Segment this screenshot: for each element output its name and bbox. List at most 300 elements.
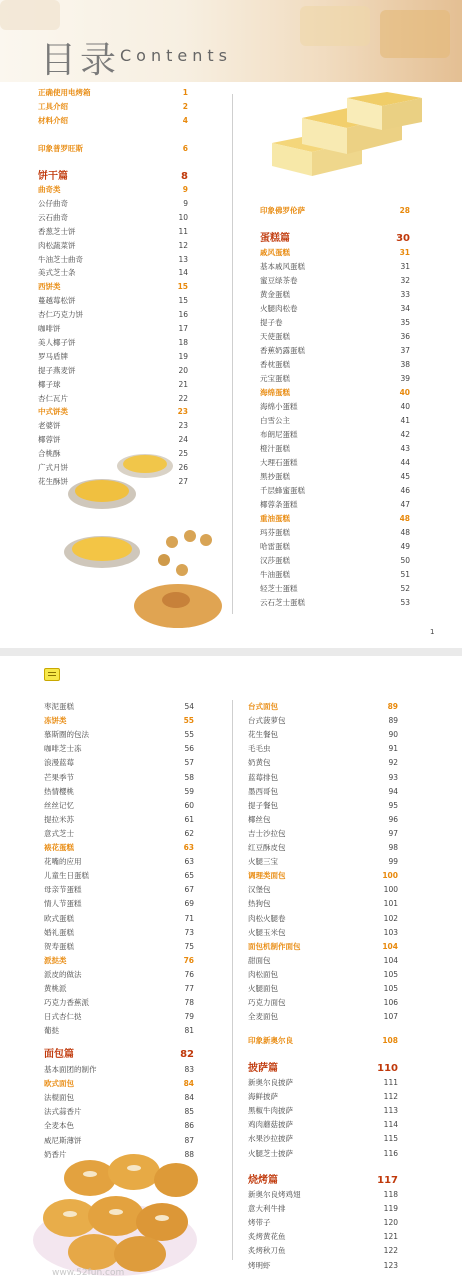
toc-entry-page: 118 bbox=[383, 1190, 398, 1199]
toc-entry[interactable] bbox=[260, 442, 410, 455]
toc-entry[interactable] bbox=[44, 926, 194, 939]
toc-entry[interactable] bbox=[38, 253, 188, 266]
toc-entry[interactable] bbox=[38, 322, 188, 335]
toc-entry-page: 54 bbox=[184, 702, 194, 711]
toc-entry-page: 73 bbox=[184, 927, 194, 937]
toc-category[interactable] bbox=[260, 204, 410, 217]
toc-entry[interactable] bbox=[248, 813, 398, 826]
toc-entry[interactable] bbox=[44, 827, 194, 840]
toc-entry-title: 重油蛋糕 bbox=[260, 514, 290, 523]
toc-entry-title: 提子餐包 bbox=[248, 800, 278, 810]
toc-entry-page: 26 bbox=[178, 463, 188, 472]
toc-entry-title: 罗马盾牌 bbox=[38, 351, 68, 361]
toc-entry-page: 40 bbox=[399, 388, 410, 397]
bread-buns-image bbox=[30, 1142, 200, 1280]
toc-entry-title: 黄金蛋糕 bbox=[260, 290, 290, 299]
toc-entry-page: 90 bbox=[388, 730, 398, 740]
toc-entry[interactable] bbox=[44, 897, 194, 910]
toc-entry[interactable] bbox=[44, 785, 194, 798]
toc-entry[interactable] bbox=[44, 940, 194, 953]
toc-entry-page: 6 bbox=[182, 144, 188, 153]
toc-entry[interactable] bbox=[44, 1024, 194, 1037]
toc-entry[interactable] bbox=[44, 1091, 194, 1104]
toc-entry-page: 15 bbox=[178, 296, 188, 306]
toc-entry[interactable] bbox=[248, 912, 398, 925]
toc-entry[interactable] bbox=[260, 470, 410, 483]
toc-entry-page: 63 bbox=[183, 843, 194, 852]
toc-entry-title: 丝丝记忆 bbox=[44, 800, 74, 810]
toc-entry[interactable] bbox=[248, 855, 398, 868]
toc-entry-page: 49 bbox=[400, 542, 410, 551]
toc-entry-title: 欧式面包 bbox=[44, 1079, 74, 1089]
toc-entry[interactable] bbox=[248, 954, 398, 967]
toc-entry-title: 提拉米苏 bbox=[44, 814, 74, 824]
toc-entry-page: 121 bbox=[383, 1232, 398, 1242]
toc-entry[interactable] bbox=[44, 855, 194, 868]
toc-entry-title: 法棍面包 bbox=[44, 1093, 74, 1103]
toc-entry-title: 蓝莓排包 bbox=[248, 772, 278, 782]
toc-entry-title: 杏仁巧克力饼 bbox=[38, 310, 83, 320]
toc-entry-page: 97 bbox=[388, 828, 398, 838]
toc-entry-page: 51 bbox=[400, 570, 410, 579]
toc-entry[interactable] bbox=[248, 785, 398, 798]
toc-entry-title: 新奥尔良烤鸡翅 bbox=[248, 1190, 301, 1199]
toc-entry[interactable] bbox=[44, 728, 194, 741]
toc-entry[interactable] bbox=[248, 827, 398, 840]
toc-entry-title: 天使蛋糕 bbox=[260, 332, 290, 341]
toc-category[interactable] bbox=[44, 714, 194, 727]
toc-entry-page: 84 bbox=[184, 1093, 194, 1103]
toc-entry-title: 白雪公主 bbox=[260, 416, 290, 425]
toc-entry[interactable] bbox=[260, 414, 410, 427]
toc-category[interactable] bbox=[44, 954, 194, 967]
toc-entry[interactable] bbox=[260, 484, 410, 497]
toc-entry[interactable] bbox=[248, 1076, 398, 1089]
toc-entry-page: 20 bbox=[178, 365, 188, 375]
toc-entry-title: 派皮的做法 bbox=[44, 969, 82, 979]
toc-entry-page: 89 bbox=[388, 716, 398, 726]
toc-entry-title: 花生酥饼 bbox=[38, 476, 68, 486]
toc-entry-page: 19 bbox=[178, 351, 188, 361]
toc-entry-title: 甜面包 bbox=[248, 955, 271, 965]
toc-entry-title: 鸡肉蘑菇披萨 bbox=[248, 1120, 293, 1130]
toc-entry[interactable] bbox=[248, 728, 398, 741]
toc-entry-title: 橙汁蛋糕 bbox=[260, 444, 290, 453]
toc-entry-page: 10 bbox=[178, 212, 188, 222]
toc-entry-title: 合桃酥 bbox=[38, 449, 61, 459]
toc-entry-title: 全麦面包 bbox=[248, 1012, 278, 1022]
toc-entry-title: 基本面团的制作 bbox=[44, 1065, 97, 1074]
toc-entry-page: 30 bbox=[396, 233, 410, 244]
toc-category[interactable] bbox=[248, 869, 398, 882]
toc-entry[interactable] bbox=[260, 288, 410, 301]
toc-entry-title: 毛毛虫 bbox=[248, 744, 271, 754]
toc-entry[interactable] bbox=[260, 302, 410, 315]
toc-entry-page: 2 bbox=[182, 102, 188, 111]
toc-entry-title: 蛋糕篇 bbox=[260, 233, 290, 244]
page-number: 1 bbox=[430, 628, 435, 636]
toc-entry-page: 84 bbox=[183, 1079, 194, 1089]
toc-category[interactable] bbox=[38, 280, 188, 293]
toc-entry-page: 96 bbox=[388, 814, 398, 824]
toc-entry-page: 41 bbox=[400, 416, 410, 425]
toc-entry-page: 25 bbox=[178, 449, 188, 459]
toc-entry[interactable] bbox=[248, 968, 398, 981]
toc-entry[interactable] bbox=[248, 982, 398, 995]
toc-category[interactable] bbox=[38, 405, 188, 418]
toc-entry-title: 印象佛罗伦萨 bbox=[260, 206, 305, 215]
toc-entry-page: 87 bbox=[184, 1135, 194, 1145]
toc-entry-title: 美人椰子饼 bbox=[38, 337, 76, 347]
toc-entry-title: 椰丝包 bbox=[248, 814, 271, 824]
egg-tarts-image bbox=[60, 446, 230, 636]
toc-category[interactable] bbox=[260, 246, 410, 259]
toc-category[interactable] bbox=[38, 86, 188, 99]
toc-entry[interactable] bbox=[38, 308, 188, 321]
toc-entry-title: 香葱芝士饼 bbox=[38, 226, 76, 236]
toc-entry-page: 88 bbox=[184, 1149, 194, 1159]
toc-entry[interactable] bbox=[44, 742, 194, 755]
toc-entry[interactable] bbox=[248, 1147, 398, 1160]
toc-entry-title: 婚礼蛋糕 bbox=[44, 927, 74, 937]
toc-entry-title: 枣泥蛋糕 bbox=[44, 702, 74, 711]
toc-entry[interactable] bbox=[260, 582, 410, 595]
toc-entry[interactable] bbox=[260, 372, 410, 385]
toc-entry-title: 汉莎蛋糕 bbox=[260, 556, 290, 565]
toc-category[interactable] bbox=[38, 142, 188, 155]
toc-category[interactable] bbox=[248, 940, 398, 953]
toc-entry-page: 16 bbox=[178, 310, 188, 320]
toc-entry-title: 香枕蛋糕 bbox=[260, 360, 290, 369]
toc-entry[interactable] bbox=[248, 1244, 398, 1257]
toc-category[interactable] bbox=[44, 841, 194, 854]
column-divider bbox=[232, 700, 233, 1260]
toc-entry-page: 50 bbox=[400, 556, 410, 565]
page-separator bbox=[0, 648, 462, 656]
toc-entry-page: 57 bbox=[184, 758, 194, 768]
toc-entry-page: 53 bbox=[400, 598, 410, 607]
toc-entry-page: 15 bbox=[177, 282, 188, 292]
toc-entry-page: 33 bbox=[400, 290, 410, 299]
toc-entry[interactable] bbox=[44, 799, 194, 812]
toc-entry-title: 云石芝士蛋糕 bbox=[260, 598, 305, 607]
toc-entry-page: 40 bbox=[400, 402, 410, 411]
toc-entry-title: 全麦本色 bbox=[44, 1121, 74, 1131]
toc-entry[interactable] bbox=[44, 968, 194, 981]
toc-entry-title: 公仔曲奇 bbox=[38, 198, 68, 208]
toc-entry-title: 印象新奥尔良 bbox=[248, 1036, 293, 1045]
toc-entry-page: 75 bbox=[184, 941, 194, 951]
page-title: 目录 bbox=[40, 40, 121, 81]
toc-entry[interactable] bbox=[248, 1132, 398, 1145]
toc-entry-page: 27 bbox=[178, 476, 188, 486]
toc-entry[interactable] bbox=[260, 344, 410, 357]
toc-entry[interactable] bbox=[248, 1230, 398, 1243]
toc-entry-page: 42 bbox=[400, 430, 410, 439]
toc-entry-page: 114 bbox=[383, 1120, 398, 1130]
toc-entry[interactable] bbox=[38, 364, 188, 377]
toc-entry-title: 咖啡饼 bbox=[38, 324, 61, 333]
toc-entry[interactable] bbox=[260, 596, 410, 609]
toc-entry[interactable] bbox=[248, 1188, 398, 1201]
toc-entry-title: 日式杏仁挞 bbox=[44, 1012, 82, 1022]
toc-entry[interactable] bbox=[248, 756, 398, 769]
toc-entry-title: 披萨篇 bbox=[248, 1063, 278, 1074]
toc-entry-title: 曲奇类 bbox=[38, 185, 61, 194]
toc-entry[interactable] bbox=[44, 912, 194, 925]
toc-entry[interactable] bbox=[248, 841, 398, 854]
toc-entry-page: 63 bbox=[184, 857, 194, 867]
toc-entry-title: 元宝蛋糕 bbox=[260, 374, 290, 383]
toc-entry-page: 37 bbox=[400, 346, 410, 355]
toc-entry-page: 24 bbox=[178, 435, 188, 445]
toc-entry-page: 100 bbox=[383, 885, 398, 895]
toc-entry-page: 12 bbox=[178, 240, 188, 250]
toc-entry-page: 14 bbox=[178, 268, 188, 278]
toc-entry-title: 老婆饼 bbox=[38, 421, 61, 431]
toc-entry-title: 面包篇 bbox=[44, 1049, 74, 1060]
toc-entry-page: 110 bbox=[377, 1063, 398, 1074]
toc-entry[interactable] bbox=[44, 1063, 194, 1076]
toc-entry-title: 浪漫蓝莓 bbox=[44, 758, 74, 768]
toc-entry-page: 23 bbox=[178, 421, 188, 431]
toc-entry[interactable] bbox=[38, 392, 188, 405]
toc-entry[interactable] bbox=[44, 700, 194, 713]
toc-entry[interactable] bbox=[248, 1090, 398, 1103]
toc-entry-title: 提子卷 bbox=[260, 318, 283, 327]
toc-entry-page: 76 bbox=[183, 955, 194, 965]
toc-entry-title: 牛油芝士曲奇 bbox=[38, 254, 83, 264]
toc-entry[interactable] bbox=[248, 1010, 398, 1023]
toc-entry-page: 104 bbox=[383, 955, 398, 965]
toc-entry-page: 31 bbox=[400, 262, 410, 271]
toc-entry-page: 69 bbox=[184, 899, 194, 909]
toc-entry[interactable] bbox=[44, 1119, 194, 1132]
toc-entry-page: 62 bbox=[184, 828, 194, 838]
toc-entry-page: 92 bbox=[388, 758, 398, 768]
toc-entry-page: 105 bbox=[383, 969, 398, 979]
toc-entry-page: 105 bbox=[383, 984, 398, 993]
toc-entry[interactable] bbox=[260, 540, 410, 553]
toc-entry-page: 55 bbox=[183, 716, 194, 726]
toc-entry[interactable] bbox=[44, 813, 194, 826]
toc-entry-title: 轻芝士蛋糕 bbox=[260, 584, 298, 593]
toc-entry-title: 巧克力面包 bbox=[248, 998, 286, 1008]
toc-entry-title: 火腿玉米包 bbox=[248, 927, 286, 937]
toc-entry[interactable] bbox=[260, 316, 410, 329]
toc-entry[interactable] bbox=[260, 330, 410, 343]
toc-entry-title: 牛油蛋糕 bbox=[260, 570, 290, 579]
toc-entry[interactable] bbox=[44, 756, 194, 769]
toc-entry[interactable] bbox=[44, 996, 194, 1009]
toc-entry-title: 炙烤秋刀鱼 bbox=[248, 1246, 286, 1256]
cake-slices-image bbox=[262, 88, 432, 184]
toc-entry-title: 欧式蛋糕 bbox=[44, 913, 74, 923]
toc-entry[interactable] bbox=[44, 982, 194, 995]
toc-entry[interactable] bbox=[44, 771, 194, 784]
toc-entry[interactable] bbox=[260, 456, 410, 469]
toc-entry[interactable] bbox=[260, 260, 410, 273]
toc-entry-title: 慕斯圈的包法 bbox=[44, 730, 89, 740]
toc-entry-page: 58 bbox=[184, 772, 194, 782]
toc-entry-title: 奶香片 bbox=[44, 1149, 67, 1159]
toc-entry-title: 火腿肉松卷 bbox=[260, 304, 298, 313]
toc-entry-page: 102 bbox=[383, 913, 398, 923]
toc-entry-title: 吉士沙拉包 bbox=[248, 828, 286, 838]
toc-entry-title: 黑椒牛肉披萨 bbox=[248, 1106, 293, 1116]
toc-entry-page: 61 bbox=[184, 814, 194, 824]
toc-entry[interactable] bbox=[248, 1216, 398, 1229]
toc-category[interactable] bbox=[38, 183, 188, 196]
toc-entry-page: 55 bbox=[184, 730, 194, 740]
toc-entry[interactable] bbox=[248, 897, 398, 910]
toc-entry-page: 123 bbox=[383, 1260, 398, 1270]
toc-entry-page: 103 bbox=[383, 927, 398, 937]
toc-category[interactable] bbox=[44, 1077, 194, 1090]
toc-entry-page: 13 bbox=[178, 254, 188, 264]
toc-entry[interactable] bbox=[44, 883, 194, 896]
toc-entry-title: 肉松火腿卷 bbox=[248, 913, 286, 923]
toc-entry[interactable] bbox=[260, 498, 410, 511]
toc-entry-title: 法式蒜香片 bbox=[44, 1107, 82, 1117]
toc-entry[interactable] bbox=[248, 883, 398, 896]
toc-entry-page: 86 bbox=[184, 1121, 194, 1131]
toc-category[interactable] bbox=[38, 114, 188, 127]
toc-entry[interactable] bbox=[38, 433, 188, 446]
toc-entry-title: 玛芬蛋糕 bbox=[260, 528, 290, 537]
toc-entry-page: 39 bbox=[400, 374, 410, 383]
toc-entry[interactable] bbox=[38, 197, 188, 210]
toc-entry-page: 106 bbox=[383, 998, 398, 1008]
toc-entry-page: 44 bbox=[400, 458, 410, 467]
toc-entry-page: 67 bbox=[184, 885, 194, 895]
toc-entry-page: 65 bbox=[184, 871, 194, 881]
toc-entry[interactable] bbox=[260, 358, 410, 371]
toc-entry[interactable] bbox=[38, 211, 188, 224]
toc-entry[interactable] bbox=[38, 266, 188, 279]
toc-entry-page: 1 bbox=[182, 88, 188, 97]
toc-entry-page: 48 bbox=[400, 528, 410, 537]
toc-entry[interactable] bbox=[38, 294, 188, 307]
toc-entry-page: 93 bbox=[388, 772, 398, 782]
toc-entry-page: 23 bbox=[177, 407, 188, 417]
toc-entry[interactable] bbox=[248, 926, 398, 939]
toc-entry[interactable] bbox=[38, 350, 188, 363]
toc-entry-title: 烤明虾 bbox=[248, 1260, 271, 1270]
toc-entry-page: 17 bbox=[178, 324, 188, 333]
toc-entry[interactable] bbox=[248, 1104, 398, 1117]
toc-entry-page: 108 bbox=[382, 1036, 398, 1045]
toc-entry-page: 101 bbox=[383, 899, 398, 909]
toc-entry-title: 材料介绍 bbox=[38, 116, 68, 125]
toc-category[interactable] bbox=[260, 386, 410, 399]
toc-entry-title: 海鲜披萨 bbox=[248, 1092, 278, 1102]
toc-entry-title: 布朗尼蛋糕 bbox=[260, 430, 298, 439]
toc-entry-title: 大理石蛋糕 bbox=[260, 458, 298, 467]
toc-entry-title: 椰蓉条蛋糕 bbox=[260, 500, 298, 509]
toc-entry[interactable] bbox=[38, 419, 188, 432]
toc-entry-title: 火腿芝士披萨 bbox=[248, 1148, 293, 1158]
toc-entry[interactable] bbox=[248, 714, 398, 727]
toc-entry-title: 情人节蛋糕 bbox=[44, 899, 82, 909]
toc-entry-page: 60 bbox=[184, 800, 194, 810]
toc-entry[interactable] bbox=[44, 1105, 194, 1118]
toc-entry[interactable] bbox=[260, 554, 410, 567]
toc-entry[interactable] bbox=[38, 336, 188, 349]
toc-category[interactable] bbox=[248, 700, 398, 713]
toc-entry-title: 意式芝士 bbox=[44, 828, 74, 838]
toc-entry-page: 11 bbox=[178, 226, 188, 236]
toc-entry-title: 基本戚风蛋糕 bbox=[260, 262, 305, 271]
toc-entry[interactable] bbox=[260, 568, 410, 581]
toc-entry-title: 贺寿蛋糕 bbox=[44, 941, 74, 951]
toc-entry-page: 120 bbox=[383, 1218, 398, 1228]
toc-entry-page: 81 bbox=[184, 1026, 194, 1036]
toc-entry-title: 红豆酥皮包 bbox=[248, 843, 286, 852]
toc-entry[interactable] bbox=[44, 869, 194, 882]
toc-section-heading[interactable] bbox=[44, 1048, 194, 1064]
toc-entry[interactable] bbox=[248, 771, 398, 784]
toc-entry-title: 花生餐包 bbox=[248, 730, 278, 740]
toc-entry-page: 4 bbox=[182, 116, 188, 125]
toc-entry-page: 48 bbox=[399, 514, 410, 523]
toc-entry[interactable] bbox=[248, 996, 398, 1009]
toc-entry-page: 116 bbox=[383, 1148, 398, 1158]
toc-entry-page: 115 bbox=[383, 1134, 398, 1144]
toc-entry-page: 119 bbox=[383, 1204, 398, 1214]
toc-entry-page: 95 bbox=[388, 800, 398, 810]
toc-entry-page: 104 bbox=[382, 941, 398, 951]
toc-entry[interactable] bbox=[248, 1118, 398, 1131]
toc-entry-title: 烤带子 bbox=[248, 1218, 271, 1228]
toc-entry-title: 黄桃派 bbox=[44, 984, 67, 993]
toc-entry-title: 冻饼类 bbox=[44, 716, 67, 726]
toc-entry[interactable] bbox=[248, 799, 398, 812]
toc-entry[interactable] bbox=[260, 274, 410, 287]
toc-entry-page: 28 bbox=[399, 206, 410, 215]
toc-entry-page: 94 bbox=[388, 786, 398, 796]
toc-category[interactable] bbox=[248, 1034, 398, 1047]
toc-category[interactable] bbox=[38, 100, 188, 113]
toc-entry[interactable] bbox=[38, 225, 188, 238]
toc-entry[interactable] bbox=[260, 400, 410, 413]
toc-entry-title: 台式菠萝包 bbox=[248, 716, 286, 726]
toc-entry-title: 意大利牛排 bbox=[248, 1204, 286, 1214]
toc-entry-page: 113 bbox=[383, 1106, 398, 1116]
toc-entry-title: 杏仁瓦片 bbox=[38, 393, 68, 403]
toc-entry-title: 椰蓉饼 bbox=[38, 435, 61, 445]
toc-entry-title: 母亲节蛋糕 bbox=[44, 885, 82, 895]
toc-entry-page: 38 bbox=[400, 360, 410, 369]
toc-entry[interactable] bbox=[260, 526, 410, 539]
toc-entry-title: 哈雷蛋糕 bbox=[260, 542, 290, 551]
toc-entry-title: 新奥尔良披萨 bbox=[248, 1078, 293, 1087]
toc-entry[interactable] bbox=[248, 742, 398, 755]
toc-entry[interactable] bbox=[260, 428, 410, 441]
toc-entry-title: 饼干篇 bbox=[38, 171, 68, 182]
toc-entry-title: 威尼斯薄饼 bbox=[44, 1135, 82, 1145]
toc-entry[interactable] bbox=[38, 239, 188, 252]
toc-category[interactable] bbox=[260, 512, 410, 525]
toc-entry-title: 正确使用电烤箱 bbox=[38, 88, 91, 97]
toc-entry-page: 32 bbox=[400, 276, 410, 285]
toc-entry[interactable] bbox=[38, 378, 188, 391]
toc-entry-title: 热狗包 bbox=[248, 899, 271, 909]
toc-entry[interactable] bbox=[248, 1202, 398, 1215]
toc-entry-page: 100 bbox=[382, 871, 398, 881]
toc-entry[interactable] bbox=[44, 1010, 194, 1023]
toc-entry[interactable] bbox=[248, 1259, 398, 1272]
